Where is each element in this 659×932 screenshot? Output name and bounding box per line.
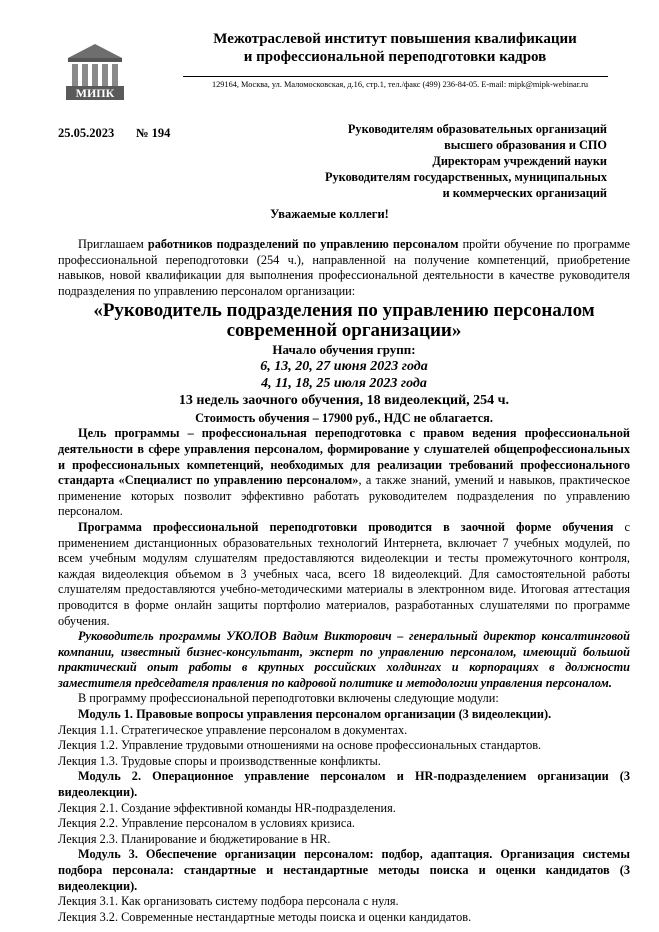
recipient-line: Руководителям государственных, муниципальных bbox=[325, 170, 607, 184]
recipient-line: и коммерческих организаций bbox=[442, 186, 607, 200]
lecture-item: Лекция 1.2. Управление трудовыми отношениями на основе профессиональных стандартов. bbox=[58, 738, 542, 753]
lecture-item: Лекция 1.3. Трудовые споры и производственные конфликты. bbox=[58, 753, 381, 768]
recipient-line: Директорам учреждений науки bbox=[432, 154, 607, 168]
lecture-item: Лекция 2.1. Создание эффективной команды HR-подразделения. bbox=[58, 800, 396, 815]
lecture-item: Лекция 3.1. Как организовать систему подбора персонала с нуля. bbox=[58, 894, 399, 909]
lecture-item: Лекция 2.3. Планирование и бюджетирование в HR. bbox=[58, 831, 331, 846]
document-date: 25.05.2023 bbox=[58, 126, 115, 140]
start-dates-june: 6, 13, 20, 27 июня 2023 года bbox=[260, 359, 428, 375]
organization-address: 129164, Москва, ул. Маломосковская, д.16, стр.1, тел./факс (499) 236-84-05. E-mail: mipk@mipk-webinar.ru bbox=[211, 80, 589, 89]
recipients-block bbox=[287, 121, 607, 201]
intro-target-audience: работников подразделений по управлению персоналом bbox=[147, 237, 459, 251]
organization-name-line-2: и профессиональной переподготовки кадров bbox=[243, 49, 547, 65]
program-leader-paragraph: Руководитель программы УКОЛОВ Вадим Викторович – генеральный директор консалтинговой компании, известный бизнес-консультант, эксперт по управлению персоналом, имеющий большой практический опыт работы в крупных российских холдингах и корпорациях в должности заместителя председателя правления по кадровой политике и методологии управления персоналом. bbox=[58, 629, 630, 690]
intro-text: Приглашаем bbox=[78, 237, 148, 251]
organization-name bbox=[185, 30, 605, 66]
organization-name-line-1: Межотраслевой институт повышения квалификации bbox=[213, 31, 577, 47]
module-title: Модуль 2. Операционное управление персоналом и HR-подразделением организации (3 видеолекции). bbox=[58, 769, 630, 800]
format-text-bold: Программа профессиональной переподготовки проводится в заочной форме обучения bbox=[78, 519, 614, 534]
goal-text-bold: Цель программы – профессиональная переподготовка с правом ведения профессиональной деятельности в сфере управления персоналом, формирование у слушателей общепрофессиональных и профессиональных компетенций, необходимых для реализации требований профессионального стандарта «Специалист по управлению персоналом» bbox=[58, 426, 630, 488]
document-number: № 194 bbox=[136, 126, 171, 140]
modules-intro: В программу профессиональной переподготовки включены следующие модули: bbox=[78, 691, 499, 706]
program-duration: 13 недель заочного обучения, 18 видеолекций, 254 ч. bbox=[178, 393, 510, 409]
letter-body bbox=[58, 237, 630, 925]
format-paragraph bbox=[58, 520, 630, 629]
program-cost: Стоимость обучения – 17900 руб., НДС не облагается. bbox=[195, 411, 493, 426]
lecture-item: Лекция 2.2. Управление персоналом в условиях кризиса. bbox=[58, 816, 356, 831]
goal-paragraph bbox=[58, 426, 630, 520]
logo-text: МИПК bbox=[75, 86, 115, 100]
goal-text: , а также знаний, умений и навыков, практическое применение которых позволит эффективно работать руководителем подразделения по управлению персоналом. bbox=[58, 473, 630, 519]
intro-text-rest: пройти обучение по программе профессиональной переподготовки (254 ч.), направленной на получение компетенций, приобретение навыков, новой квалификации для выполнения профессиональной деятельности в качестве руководителя подразделения по управлению персоналом организации: bbox=[58, 237, 630, 298]
institute-logo bbox=[64, 42, 126, 104]
recipient-line: Руководителям образовательных организаций bbox=[347, 122, 607, 136]
header-divider bbox=[183, 76, 608, 77]
module-title: Модуль 1. Правовые вопросы управления персоналом организации (3 видеолекции). bbox=[78, 707, 552, 722]
greeting: Уважаемые коллеги! bbox=[270, 207, 389, 221]
recipient-line: высшего образования и СПО bbox=[444, 138, 607, 152]
lecture-item: Лекция 1.1. Стратегическое управление персоналом в документах. bbox=[58, 722, 408, 737]
intro-paragraph bbox=[58, 237, 630, 299]
lecture-item: Лекция 3.2. Современные нестандартные методы поиска и оценки кандидатов. bbox=[58, 909, 472, 924]
start-label: Начало обучения групп: bbox=[272, 342, 416, 358]
module-title: Модуль 3. Обеспечение организации персоналом: подбор, адаптация. Организация системы подбора персонала: стандартные и нестандартные методы поиска и оценки кандидатов (3 видеолекции). bbox=[58, 847, 630, 893]
format-text: с применением дистанционных образовательных технологий Интернета, включает 7 учебных модулей, по всем учебным модулям слушателям предоставляются видеолекции и тесты промежуточного контроля, каждая видеолекция объемом в 3 учебных часа, всего 18 видеолекций. Для самостоятельной работы слушателям предоставляются учебно-методическими материалы в электронном виде. Итоговая аттестация проводится в форме онлайн защиты портфолио материалов, разработанных слушателями по программе обучения. bbox=[58, 519, 630, 628]
start-dates-july: 4, 11, 18, 25 июля 2023 года bbox=[261, 376, 427, 392]
program-title: «Руководитель подразделения по управлению персоналом современной организации» bbox=[93, 300, 595, 342]
